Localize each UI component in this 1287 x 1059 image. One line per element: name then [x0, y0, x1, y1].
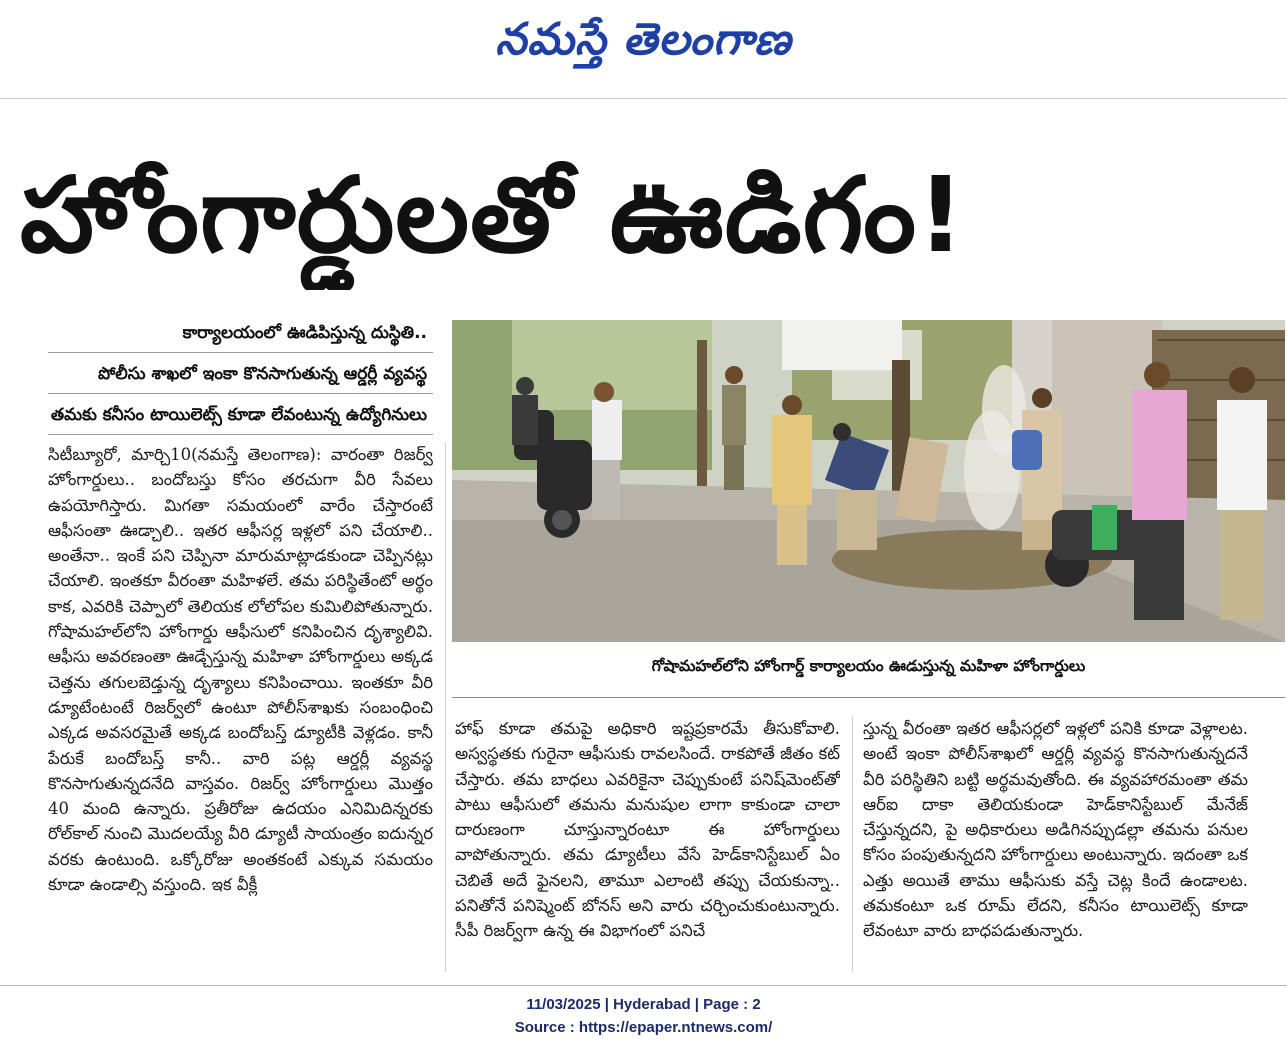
article-column-1: సిటీబ్యూరో, మార్చి10(నమస్తే తెలంగాణ): వారంతా రిజర్వ్ హోంగార్డులు.. బందోబస్తు కోసం తరచుగా వీరి సేవలు ఉపయోగిస్తారు. మిగతా సమయంలో వారేం చేస్తారంటే ఆఫీసంతా ఊడ్చాలి.. ఇతర ఆఫీసర్ల ఇళ్లలో పని చేయాలి.. అంతేనా.. ఇంకే పని చెప్పినా మారుమాట్లాడకుండా చెప్పినట్లు చేయాలి. ఇంతకూ వీరంతా మహిళలే. తమ పరిస్థితేంటో అర్థం కాక, ఎవరికి చెప్పాలో తెలియక లోలోపల కుమిలిపోతున్నారు. గోషామహల్‌లోని హోంగార్డు ఆఫీసులో కనిపించిన దృశ్యాలివి. ఆఫీసు అవరణంతా ఊడ్చేస్తున్న మహిళా హోంగార్డులు అక్కడ చెత్తను తగులబెడ్తున్న దృశ్యాలు కనిపించాయి. ఇంతకూ వీరి డ్యూటేంటంటే రిజర్వ్‌లో ఉంటూ పోలీస్‌శాఖకు సంబంధించి ఎక్కడ అవసరమైతే అక్కడ బందోబస్త్ డ్యూటీకి వెళ్లడం. కానీ పేరుకే బందోబస్త్ కానీ.. వారి పట్ల ఆర్డర్లీ వ్యవస్థ కొనసాగుతున్నదనేది వాస్తవం. రిజర్వ్ హోంగార్డులు మొత్తం 40 మంది ఉన్నారు. ప్రతీరోజు ఉదయం ఎనిమిదిన్నరకు రోల్‌కాల్ నుంచి మొదలయ్యే వీరి డ్యూటీ సాయంత్రం ఐదున్నర వరకు ఉంటుంది. ఒక్కోరోజు అంతకంటే ఎక్కువ సమయం కూడా ఉండాల్సి వస్తుంది. ఇక వీక్లీ — [48, 445, 433, 895]
subheads — [48, 320, 433, 443]
news-photo — [452, 320, 1285, 642]
article-column-2: హాఫ్ కూడా తమపై అధికారి ఇష్టప్రకారమే తీసుకోవాలి. అస్వస్థతకు గురైనా ఆఫీసుకు రావలసిందే. రాకపోతే జీతం కట్ చేస్తారు. తమ బాధలు ఎవరికైనా చెప్పుకుంటే పనిష్‌మెంట్‌తో పాటు ఆఫీసులో తమను మనుషుల లాగా కాకుండా చాలా దారుణంగా చూస్తున్నారంటూ ఈ హోంగార్డులు వాపోతున్నారు. తమ డ్యూటీలు వేసే హెడ్‌కానిస్టేబుల్ ఏం చెబితే అదే ఫైనలని, తామూ ఎలాంటి తప్పు చేయకున్నా.. పనితోనే పనిష్మెంట్ బోనస్ అని వారు చర్చించుకుంటున్నారు. సీపీ రిజర్వ్‌గా ఉన్న ఈ విభాగంలో పనిచే — [455, 719, 840, 941]
subhead-1: కార్యాలయంలో ఊడిపిస్తున్న దుస్థితి.. — [48, 320, 433, 353]
footer-divider — [0, 985, 1287, 986]
footer-date-line: 11/03/2025 | Hyderabad | Page : 2 — [526, 996, 761, 1013]
column-divider — [445, 442, 446, 972]
masthead — [0, 0, 1287, 95]
headline: హోంగార్డులతో ఊడిగం! — [20, 154, 966, 276]
column-divider — [852, 716, 853, 972]
article-column-3: స్తున్న వీరంతా ఇతర ఆఫీసర్లలో ఇళ్లలో పనికి కూడా వెళ్లాలట. అంటే ఇంకా పోలీస్‌శాఖలో ఆర్డర్లీ వ్యవస్థ కొనసాగుతున్నదనే వీరి పరిస్థితిని బట్టి అర్థమవుతోంది. ఈ వ్యవహారమంతా తమ ఆర్‌ఐ దాకా తెలియకుండా హెడ్‌కానిస్టేబుల్ మేనేజ్ చేస్తున్నదని, పై అధికారులు అడిగినప్పుడల్లా తమను పనుల కోసం పంపుతున్నదని హోంగార్డులు అంటున్నారు. ఇదంతా ఒక ఎత్తు అయితే తాము ఆఫీసుకు వస్తే చెట్ల కిందే ఉండాలట. తమకంటూ ఒక రూమ్ లేదని, కనీసం టాయిలెట్స్ కూడా లేవంటూ వారు బాధపడుతున్నారు. — [863, 719, 1248, 941]
footer-source-line: Source : https://epaper.ntnews.com/ — [514, 1019, 773, 1036]
footer — [0, 993, 1287, 1039]
caption-divider — [452, 697, 1285, 698]
photo-caption: గోషామహల్‌లోని హోంగార్డ్ కార్యాలయం ఊడుస్తున్న మహిళా హోంగార్డులు — [651, 657, 1086, 675]
subhead-2: పోలీసు శాఖలో ఇంకా కొనసాగుతున్న ఆర్డర్లీ వ్యవస్థ — [48, 361, 433, 394]
masthead-divider — [0, 98, 1287, 99]
newspaper-logo: నమస్తే తెలంగాణ — [495, 14, 792, 65]
subhead-3: తమకు కనీసం టాయిలెట్స్ కూడా లేవంటున్న ఉద్యోగినులు — [48, 402, 433, 435]
